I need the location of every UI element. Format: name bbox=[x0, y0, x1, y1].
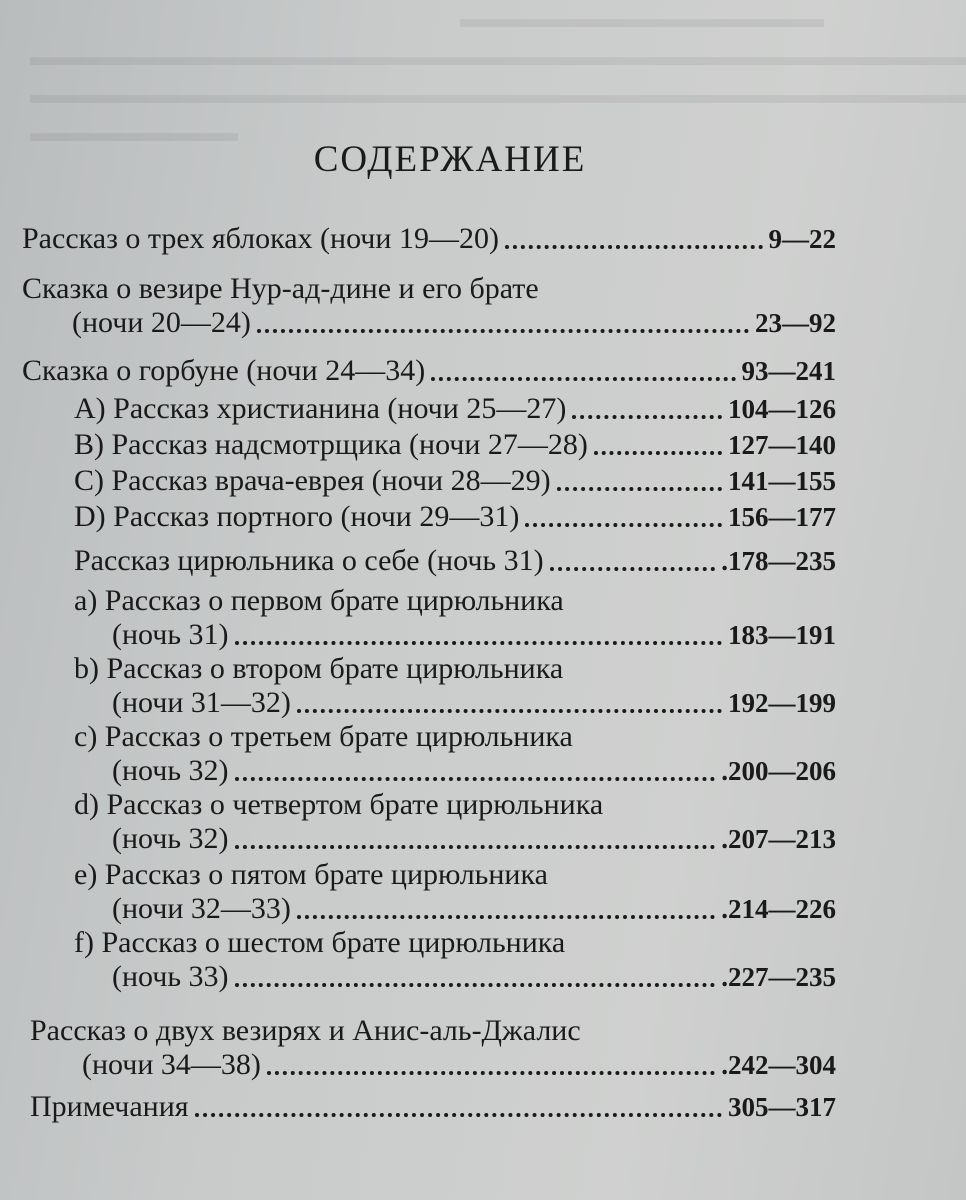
entry-title-continued: (ночь 33) bbox=[112, 960, 229, 993]
leader-dots bbox=[431, 377, 735, 381]
leader-dots bbox=[195, 1113, 722, 1117]
page-title: СОДЕРЖАНИЕ bbox=[313, 139, 587, 180]
leader-dots bbox=[550, 567, 716, 571]
leader-dots bbox=[235, 641, 722, 645]
toc-entry bbox=[74, 392, 836, 426]
entry-title-continued: (ночи 34—38) bbox=[82, 1048, 261, 1081]
toc-entry bbox=[22, 272, 836, 340]
page-range: 23—92 bbox=[755, 308, 836, 338]
bleed-through-text: ▬▬▬▬▬▬▬▬▬▬▬▬▬▬ ▬▬▬▬▬▬▬▬▬▬▬▬▬▬▬▬▬▬▬▬▬▬▬▬▬▬▬▬▬▬▬▬▬▬▬▬ ▬▬▬▬▬▬▬▬▬▬▬▬▬▬▬▬▬▬▬▬▬▬▬▬▬▬▬▬▬▬▬▬▬▬▬▬ ▬▬▬▬▬▬▬▬ bbox=[30, 4, 966, 147]
leader-dots bbox=[297, 915, 715, 919]
toc-entry bbox=[22, 354, 836, 388]
page-range: 93—241 bbox=[741, 356, 836, 386]
toc-entry bbox=[74, 544, 836, 578]
leader-dots bbox=[297, 709, 722, 713]
entry-title: b) Рассказ о втором брате цирюльника bbox=[74, 652, 564, 685]
entry-title: C) Рассказ врача-еврея (ночи 28—29) bbox=[74, 464, 551, 497]
toc-entry bbox=[74, 500, 836, 534]
page-range: 141—155 bbox=[728, 466, 836, 496]
entry-title: D) Рассказ портного (ночи 29—31) bbox=[74, 500, 520, 533]
toc-entry bbox=[74, 584, 836, 652]
leader-dots bbox=[505, 245, 763, 249]
entry-title: Сказка о горбуне (ночи 24—34) bbox=[22, 354, 426, 387]
entry-title-continued: (ночи 20—24) bbox=[72, 306, 251, 339]
entry-title-continued: (ночь 32) bbox=[112, 822, 229, 855]
leader-dots bbox=[235, 983, 716, 987]
toc-entry bbox=[74, 652, 836, 720]
leader-dots bbox=[257, 329, 749, 333]
page-range: .242—304 bbox=[721, 1050, 836, 1080]
page-range: .207—213 bbox=[721, 824, 836, 854]
page-range: 104—126 bbox=[728, 394, 836, 424]
entry-title-continued: (ночь 32) bbox=[112, 754, 229, 787]
toc-entry bbox=[74, 926, 836, 994]
page-range: .214—226 bbox=[721, 894, 836, 924]
page-range: 305—317 bbox=[728, 1092, 836, 1122]
entry-title: Рассказ цирюльника о себе (ночь 31) bbox=[74, 544, 544, 577]
leader-dots bbox=[572, 415, 722, 419]
entry-title: e) Рассказ о пятом брате цирюльника bbox=[74, 858, 548, 891]
entry-title: A) Рассказ христианина (ночи 25—27) bbox=[74, 392, 567, 425]
entry-title: c) Рассказ о третьем брате цирюльника bbox=[74, 720, 573, 753]
page-range: 9—22 bbox=[768, 224, 836, 254]
page-range: 127—140 bbox=[728, 430, 836, 460]
toc-entry bbox=[22, 222, 836, 256]
toc-entry bbox=[74, 428, 836, 462]
leader-dots bbox=[235, 845, 716, 849]
entry-title: a) Рассказ о первом брате цирюльника bbox=[74, 584, 564, 617]
page-range: .178—235 bbox=[721, 546, 836, 576]
entry-title: B) Рассказ надсмотрщика (ночи 27—28) bbox=[74, 428, 588, 461]
entry-title: f) Рассказ о шестом брате цирюльника bbox=[74, 926, 566, 959]
entry-title: Примечания bbox=[30, 1090, 189, 1123]
page-range: .227—235 bbox=[721, 962, 836, 992]
leader-dots bbox=[557, 487, 722, 491]
leader-dots bbox=[235, 777, 716, 781]
entry-title: Рассказ о двух везирях и Анис-аль-Джалис bbox=[30, 1014, 581, 1047]
toc-entry bbox=[74, 720, 836, 788]
entry-title: Сказка о везире Нур-ад-дине и его брате bbox=[22, 272, 539, 305]
entry-title-continued: (ночи 32—33) bbox=[112, 892, 291, 925]
entry-title-continued: (ночь 31) bbox=[112, 618, 229, 651]
leader-dots bbox=[594, 451, 722, 455]
toc-entry bbox=[30, 1090, 836, 1124]
entry-title: d) Рассказ о четвертом брате цирюльника bbox=[74, 788, 604, 821]
toc-entry bbox=[74, 464, 836, 498]
page-range: 183—191 bbox=[728, 620, 836, 650]
leader-dots bbox=[267, 1071, 715, 1075]
toc-entry bbox=[74, 858, 836, 926]
page-range: .200—206 bbox=[721, 756, 836, 786]
toc-entry bbox=[30, 1014, 836, 1082]
page-range: 192—199 bbox=[728, 688, 836, 718]
page-range: 156—177 bbox=[728, 502, 836, 532]
leader-dots bbox=[525, 523, 722, 527]
entry-title-continued: (ночи 31—32) bbox=[112, 686, 291, 719]
toc-entry bbox=[74, 788, 836, 856]
entry-title: Рассказ о трех яблоках (ночи 19—20) bbox=[22, 222, 499, 255]
